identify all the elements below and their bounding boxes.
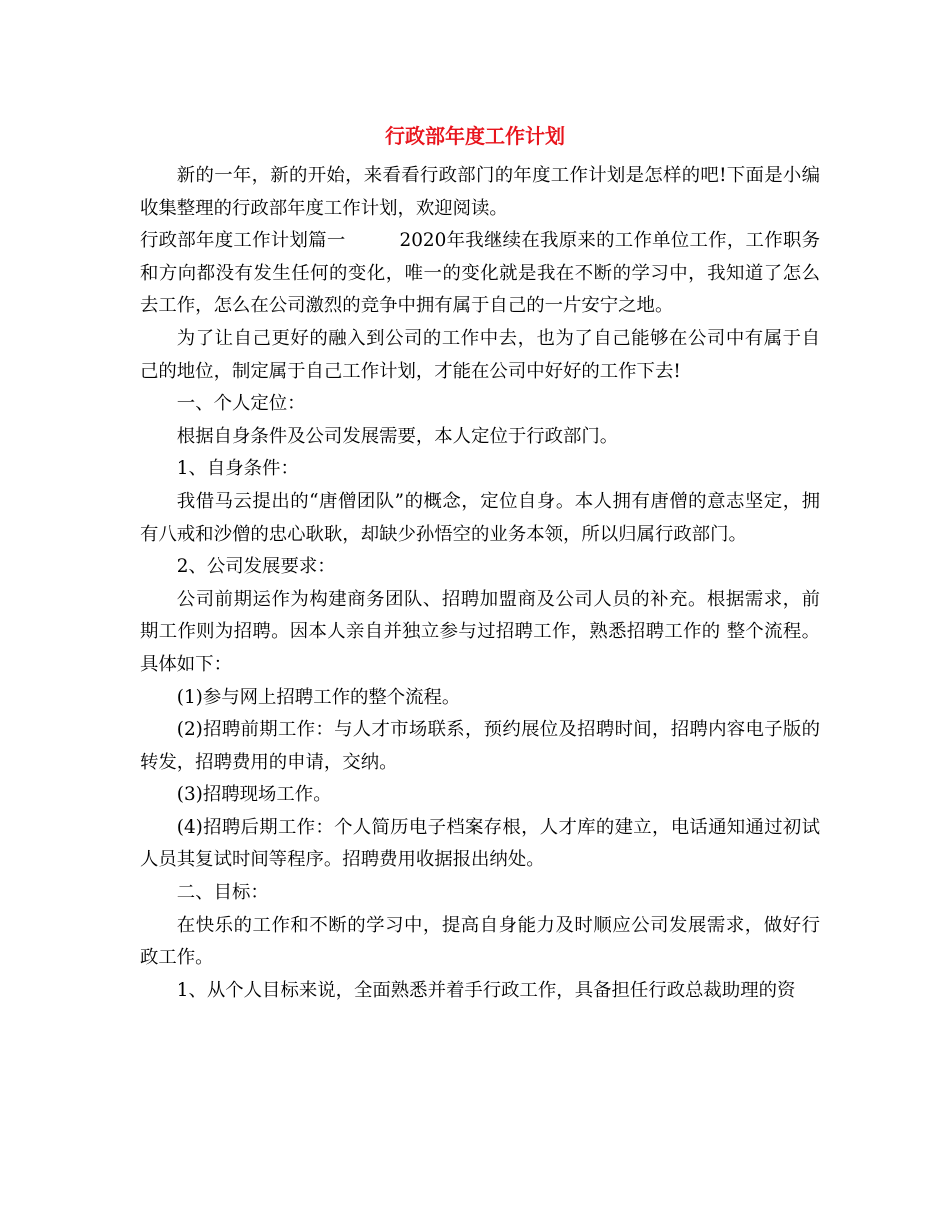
heading-company-requirements: 2、公司发展要求： <box>176 556 336 578</box>
list-item-1: (1)参与网上招聘工作的整个流程。 <box>176 686 461 708</box>
part-one-text: 2020年我继续在我原来的工作单位工作，工作职务和方向都没有发生任何的变化，唯一的变化就是我在不断的学习中，我知道了怎么去工作，怎么在公司激烈的竞争中拥有属于自己的一片安宁之地。 <box>140 230 820 317</box>
paragraph-positioning: 根据自身条件及公司发展需要，本人定位于行政部门。 <box>176 425 619 447</box>
paragraph-part-one <box>140 225 820 323</box>
heading-goals: 二、目标： <box>176 882 269 904</box>
heading-personal-positioning: 一、个人定位： <box>176 393 306 415</box>
paragraph-personal-goal: 1、从个人目标来说，全面熟悉并着手行政工作，具备担任行政总裁助理的资 <box>176 979 796 1001</box>
paragraph-purpose: 为了让自己更好的融入到公司的工作中去，也为了自己能够在公司中有属于自己的地位，制定属于自己工作计划，才能在公司中好好的工作下去! <box>140 327 820 382</box>
heading-self-conditions: 1、自身条件： <box>176 458 299 480</box>
document-body <box>140 160 820 1007</box>
paragraph-goals: 在快乐的工作和不断的学习中，提高自身能力及时顺应公司发展需求，做好行政工作。 <box>140 914 820 969</box>
list-item-3: (3)招聘现场工作。 <box>176 784 332 806</box>
paragraph-intro: 新的一年，新的开始，来看看行政部门的年度工作计划是怎样的吧!下面是小编收集整理的行政部年度工作计划，欢迎阅读。 <box>140 165 820 219</box>
list-item-4: (4)招聘后期工作：个人简历电子档案存根，人才库的建立，电话通知通过初试人员其复试时间等程序。招聘费用收据报出纳处。 <box>140 816 820 871</box>
list-item-2: (2)招聘前期工作：与人才市场联系，预约展位及招聘时间，招聘内容电子版的转发，招聘费用的申请，交纳。 <box>140 719 820 773</box>
document-title: 行政部年度工作计划 <box>385 124 565 148</box>
paragraph-self-conditions: 我借马云提出的“唐僧团队”的概念，定位自身。本人拥有唐僧的意志坚定，拥有八戒和沙僧的忠心耿耿，却缺少孙悟空的业务本领，所以归属行政部门。 <box>140 490 820 545</box>
paragraph-company-requirements: 公司前期运作为构建商务团队、招聘加盟商及公司人员的补充。根据需求，前期工作则为招聘。因本人亲自并独立参与过招聘工作，熟悉招聘工作的 整个流程。具体如下： <box>140 588 820 675</box>
section-heading-part-one: 行政部年度工作计划篇一 <box>140 230 346 252</box>
